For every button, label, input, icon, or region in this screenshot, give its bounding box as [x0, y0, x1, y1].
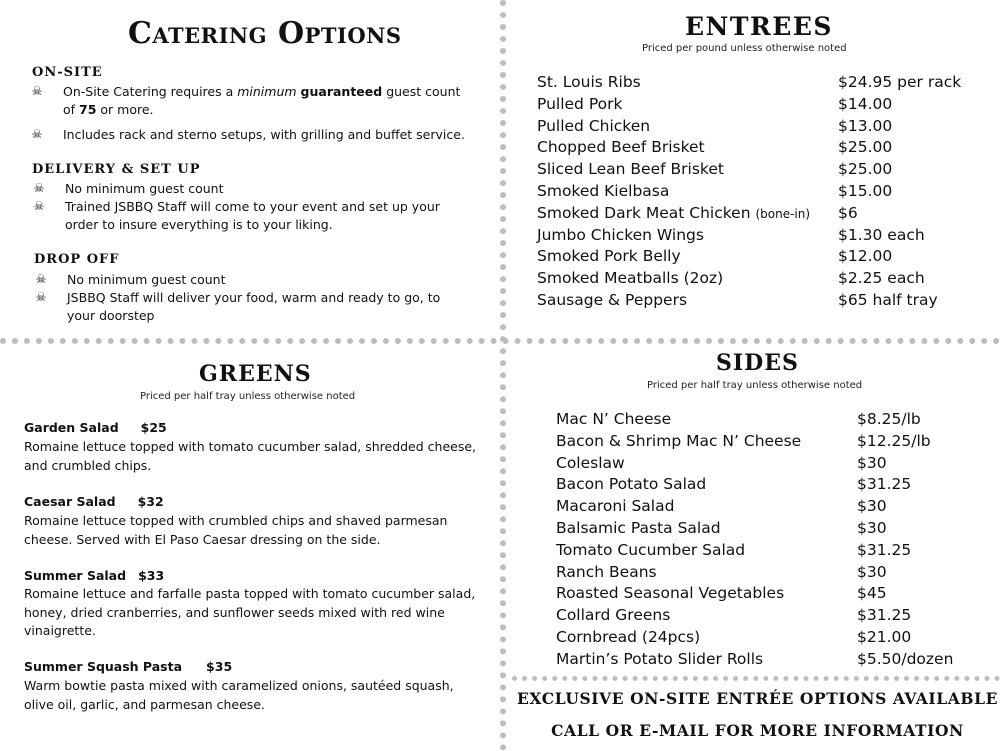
- entree-row: [0, 267, 1000, 289]
- side-row: [0, 648, 1000, 670]
- side-name: Mac N’ Cheese: [556, 410, 672, 428]
- entree-row: [0, 158, 1000, 180]
- greens-item-name: Caesar Salad $32: [24, 494, 164, 509]
- delivery-item-1: No minimum guest count: [65, 181, 224, 196]
- entree-price: $24.95 per rack: [838, 73, 962, 91]
- side-name: Tomato Cucumber Salad: [556, 540, 746, 559]
- entree-row: [0, 180, 1000, 202]
- entree-name: Jumbo Chicken Wings: [537, 225, 704, 244]
- skull-bullet-icon: ☠: [31, 127, 43, 141]
- horizontal-divider: [0, 338, 1000, 344]
- dropoff-item-1: No minimum guest count: [67, 272, 226, 287]
- greens-item-name: Garden Salad $25: [24, 420, 167, 435]
- skull-bullet-icon: ☠: [31, 84, 43, 98]
- skull-bullet-icon: ☠: [33, 199, 45, 213]
- side-row: [0, 430, 1000, 452]
- side-row: [0, 626, 1000, 648]
- entree-row: [0, 289, 1000, 311]
- entree-name: Smoked Pork Belly: [537, 247, 681, 266]
- side-price: $30: [857, 562, 887, 581]
- side-name: Martin’s Potato Slider Rolls: [556, 649, 764, 668]
- catering-title: Catering Options: [128, 16, 402, 51]
- entree-price: $65 half tray: [838, 291, 938, 309]
- side-price: $5.50/dozen: [857, 649, 954, 668]
- side-name: Bacon Potato Salad: [556, 475, 707, 494]
- side-row: [0, 517, 1000, 539]
- side-name: Cornbread (24pcs): [556, 628, 701, 646]
- onsite-item-2: Includes rack and sterno setups, with grilling and buffet service.: [63, 127, 465, 142]
- entree-name: Smoked Dark Meat Chicken (bone-in): [537, 203, 811, 222]
- greens-item-description: Romaine lettuce topped with crumbled chips and shaved parmesan cheese. Served with El Paso Caesar dressing on the side.: [24, 513, 448, 547]
- footer-line-1: EXCLUSIVE ON-SITE ENTRÉE OPTIONS AVAILABLE: [516, 689, 998, 708]
- side-price: $12.25/lb: [857, 431, 931, 450]
- dropoff-item-2: JSBBQ Staff will deliver your food, warm and ready to go, to your doorstep: [67, 290, 441, 323]
- entree-price: $25.00: [838, 160, 893, 179]
- delivery-item-2: Trained JSBBQ Staff will come to your event and set up your order to insure everything is to your liking.: [65, 199, 440, 232]
- side-price: $30: [857, 453, 887, 472]
- skull-bullet-icon: ☠: [35, 272, 47, 286]
- side-name: Collard Greens: [556, 606, 671, 625]
- entree-name: Smoked Meatballs (2oz): [537, 269, 724, 288]
- entree-row: [0, 202, 1000, 224]
- greens-note: Priced per half tray unless otherwise noted: [140, 391, 356, 402]
- sides-note: Priced per half tray unless otherwise noted: [647, 380, 863, 391]
- entree-price: $2.25 each: [838, 269, 925, 288]
- entree-row: [0, 224, 1000, 246]
- entree-price: $15.00: [838, 182, 893, 200]
- side-row: [0, 408, 1000, 430]
- skull-bullet-icon: ☠: [33, 181, 45, 195]
- entree-price: $6: [838, 203, 858, 222]
- side-price: $31.25: [857, 475, 912, 494]
- side-name: Bacon & Shrimp Mac N’ Cheese: [556, 431, 802, 450]
- greens-item-description: Warm bowtie pasta mixed with caramelized onions, sautéed squash, olive oil, garlic, and parmesan cheese.: [24, 678, 454, 712]
- entree-row: [0, 115, 1000, 137]
- side-name: Balsamic Pasta Salad: [556, 519, 721, 537]
- entree-price: $14.00: [838, 94, 893, 113]
- entree-name: Pulled Pork: [537, 94, 623, 113]
- greens-title: GREENS: [199, 361, 312, 387]
- entree-row: [0, 136, 1000, 158]
- entree-name: Pulled Chicken: [537, 116, 651, 135]
- onsite-item-1: On-Site Catering requires a minimum guaranteed guest count of 75 or more.: [63, 84, 461, 117]
- entree-price: $12.00: [838, 247, 893, 266]
- side-price: $31.25: [857, 606, 912, 625]
- side-price: $30: [857, 497, 887, 516]
- entree-row: [0, 93, 1000, 115]
- entree-price: $1.30 each: [838, 225, 925, 244]
- side-name: Roasted Seasonal Vegetables: [556, 584, 785, 603]
- entree-name: Sausage & Peppers: [537, 291, 688, 309]
- side-price: $31.25: [857, 540, 912, 559]
- greens-item-name: Summer Squash Pasta $35: [24, 659, 233, 674]
- entree-name: Sliced Lean Beef Brisket: [537, 160, 724, 179]
- dropoff-heading: DROP OFF: [34, 252, 120, 267]
- side-price: $8.25/lb: [857, 410, 921, 428]
- entree-price: $13.00: [838, 116, 893, 135]
- side-price: $30: [857, 519, 887, 537]
- entree-name: Chopped Beef Brisket: [537, 138, 705, 157]
- onsite-heading: ON-SITE: [32, 65, 103, 80]
- greens-item-description: Romaine lettuce topped with tomato cucumber salad, shredded cheese, and crumbled chips.: [24, 439, 477, 473]
- entrees-note: Priced per pound unless otherwise noted: [642, 43, 847, 54]
- entree-row: [0, 245, 1000, 267]
- skull-bullet-icon: ☠: [35, 290, 47, 304]
- side-row: [0, 539, 1000, 561]
- side-row: [0, 452, 1000, 474]
- entree-name: St. Louis Ribs: [537, 73, 641, 91]
- entree-row: [0, 71, 1000, 93]
- footer-divider: [512, 676, 1000, 681]
- side-row: [0, 582, 1000, 604]
- side-price: $45: [857, 584, 887, 603]
- side-name: Coleslaw: [556, 453, 625, 472]
- delivery-heading: DELIVERY & SET UP: [32, 162, 201, 177]
- side-row: [0, 495, 1000, 517]
- footer-line-2: CALL OR E-MAIL FOR MORE INFORMATION: [551, 721, 964, 740]
- side-row: [0, 473, 1000, 495]
- greens-item-description: Romaine lettuce and farfalle pasta topped with tomato cucumber salad, honey, dried cranberries, and sunflower seeds mixed with red wine vinaigrette.: [24, 586, 476, 638]
- side-name: Ranch Beans: [556, 562, 657, 581]
- side-row: [0, 561, 1000, 583]
- sides-title: SIDES: [716, 350, 799, 376]
- entree-name: Smoked Kielbasa: [537, 182, 670, 200]
- greens-item-name: Summer Salad $33: [24, 568, 165, 583]
- side-row: [0, 604, 1000, 626]
- entree-price: $25.00: [838, 138, 893, 157]
- entrees-title: ENTREES: [685, 12, 833, 41]
- side-price: $21.00: [857, 628, 912, 646]
- side-name: Macaroni Salad: [556, 497, 675, 516]
